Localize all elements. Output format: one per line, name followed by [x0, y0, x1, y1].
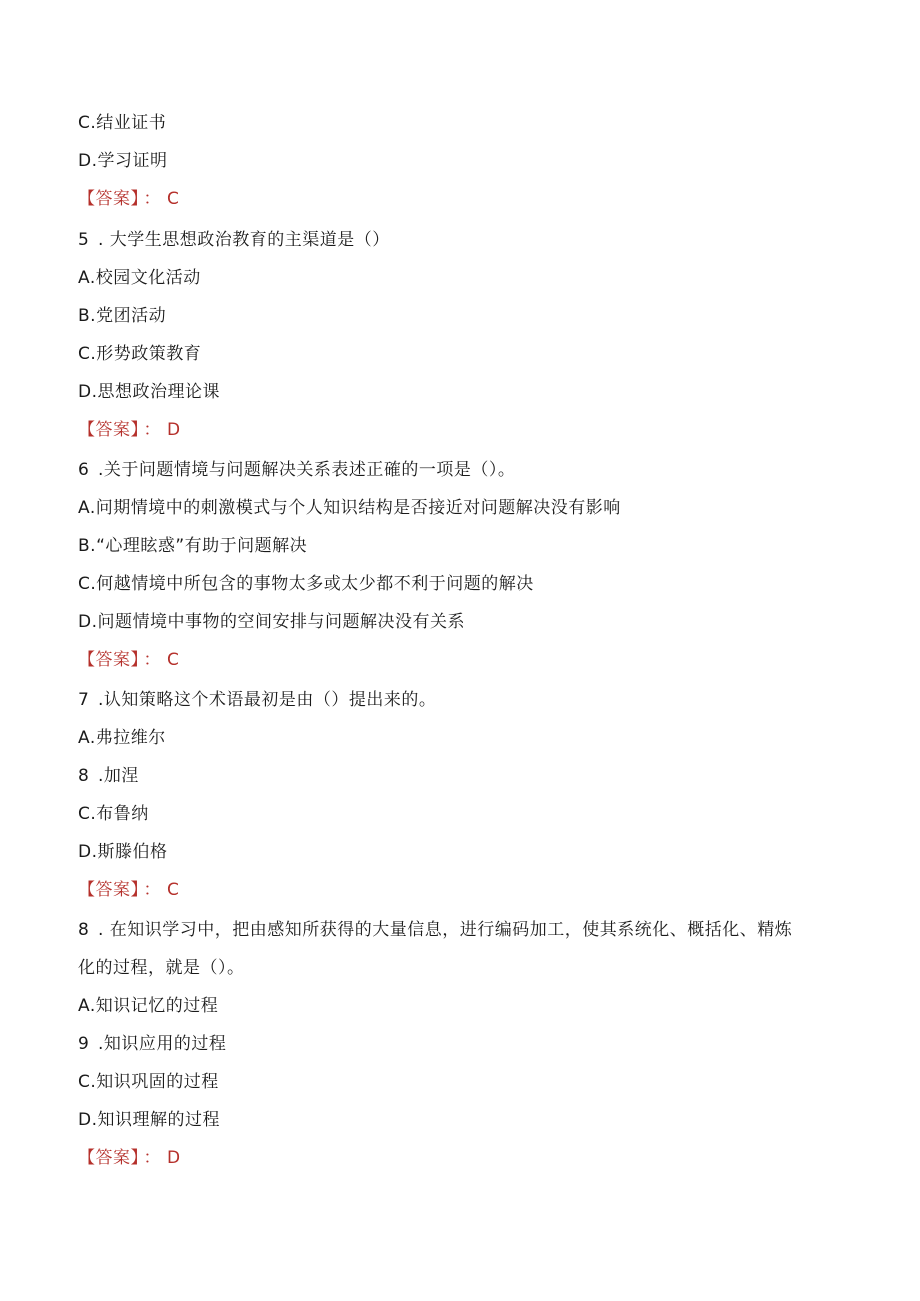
answer-value: D [167, 1148, 181, 1168]
question-line [78, 919, 792, 941]
question-text: .认知策略这个术语最初是由（）提出来的。 [98, 690, 437, 710]
option-line [78, 150, 168, 172]
option-line [78, 535, 307, 557]
option-text: D.思想政治理论课 [78, 382, 220, 402]
option-text: A.弗拉维尔 [78, 728, 166, 748]
option-text: C.何越情境中所包含的事物太多或太少都不利于问题的解决 [78, 574, 534, 594]
question-line [78, 459, 515, 481]
answer-line [78, 1147, 181, 1169]
answer-label: 【答案】 [78, 420, 140, 440]
option-text: A.校园文化活动 [78, 268, 201, 288]
option-line [78, 611, 465, 633]
option-text: C.知识巩固的过程 [78, 1072, 219, 1092]
option-text: C.结业证书 [78, 113, 167, 133]
answer-separator: ： [143, 1148, 161, 1168]
option-text: D.问题情境中事物的空间安排与问题解决没有关系 [78, 612, 465, 632]
option-line [78, 381, 220, 403]
option-line [78, 573, 534, 595]
answer-value: C [167, 650, 180, 670]
question-number: 5 [78, 230, 90, 250]
answer-value: C [167, 189, 180, 209]
answer-value: C [167, 880, 180, 900]
answer-line [78, 419, 181, 441]
option-line [78, 497, 621, 519]
option-line [78, 995, 218, 1017]
answer-line [78, 649, 179, 671]
option-line [78, 343, 201, 365]
question-number: 6 [78, 460, 90, 480]
option-line [78, 1109, 220, 1131]
option-line [78, 112, 166, 134]
question-line [78, 689, 436, 711]
option-text: C.布鲁纳 [78, 804, 149, 824]
answer-separator: ： [143, 189, 161, 209]
question-number: 7 [78, 690, 90, 710]
question-number: 9 [78, 1034, 90, 1054]
answer-line [78, 879, 179, 901]
answer-separator: ： [143, 420, 161, 440]
option-line [78, 957, 245, 979]
answer-label: 【答案】 [78, 189, 140, 209]
option-text: A.问期情境中的刺激模式与个人知识结构是否接近对问题解决没有影响 [78, 498, 621, 518]
option-line [78, 1071, 219, 1093]
answer-value: D [167, 420, 181, 440]
option-text: C.形势政策教育 [78, 344, 202, 364]
option-text: D.知识理解的过程 [78, 1110, 220, 1130]
option-line [78, 803, 149, 825]
option-line [78, 305, 166, 327]
answer-separator: ： [143, 880, 161, 900]
answer-line [78, 188, 179, 210]
option-text: A.知识记忆的过程 [78, 996, 219, 1016]
question-line [78, 1033, 226, 1055]
option-text: B.“心理眩惑”有助于问题解决 [78, 536, 308, 556]
option-line [78, 841, 168, 863]
question-text: . 在知识学习中，把由感知所获得的大量信息，进行编码加工，使其系统化、概括化、精炼 [98, 920, 793, 940]
question-line [78, 765, 139, 787]
option-text: D.学习证明 [78, 151, 168, 171]
answer-label: 【答案】 [78, 880, 140, 900]
answer-label: 【答案】 [78, 650, 140, 670]
question-text: .关于问题情境与问题解决关系表述正確的一项是（）。 [98, 460, 516, 480]
option-text: D.斯滕伯格 [78, 842, 168, 862]
question-text: .加涅 [98, 766, 139, 786]
question-line [78, 229, 390, 251]
option-text: B.党团活动 [78, 306, 167, 326]
answer-separator: ： [143, 650, 161, 670]
question-text: .知识应用的过程 [98, 1034, 227, 1054]
option-line [78, 727, 166, 749]
option-text: 化的过程，就是（）。 [78, 958, 245, 978]
question-text: . 大学生思想政治教育的主渠道是（） [98, 230, 390, 250]
option-line [78, 267, 201, 289]
question-number: 8 [78, 766, 90, 786]
answer-label: 【答案】 [78, 1148, 140, 1168]
question-number: 8 [78, 920, 90, 940]
